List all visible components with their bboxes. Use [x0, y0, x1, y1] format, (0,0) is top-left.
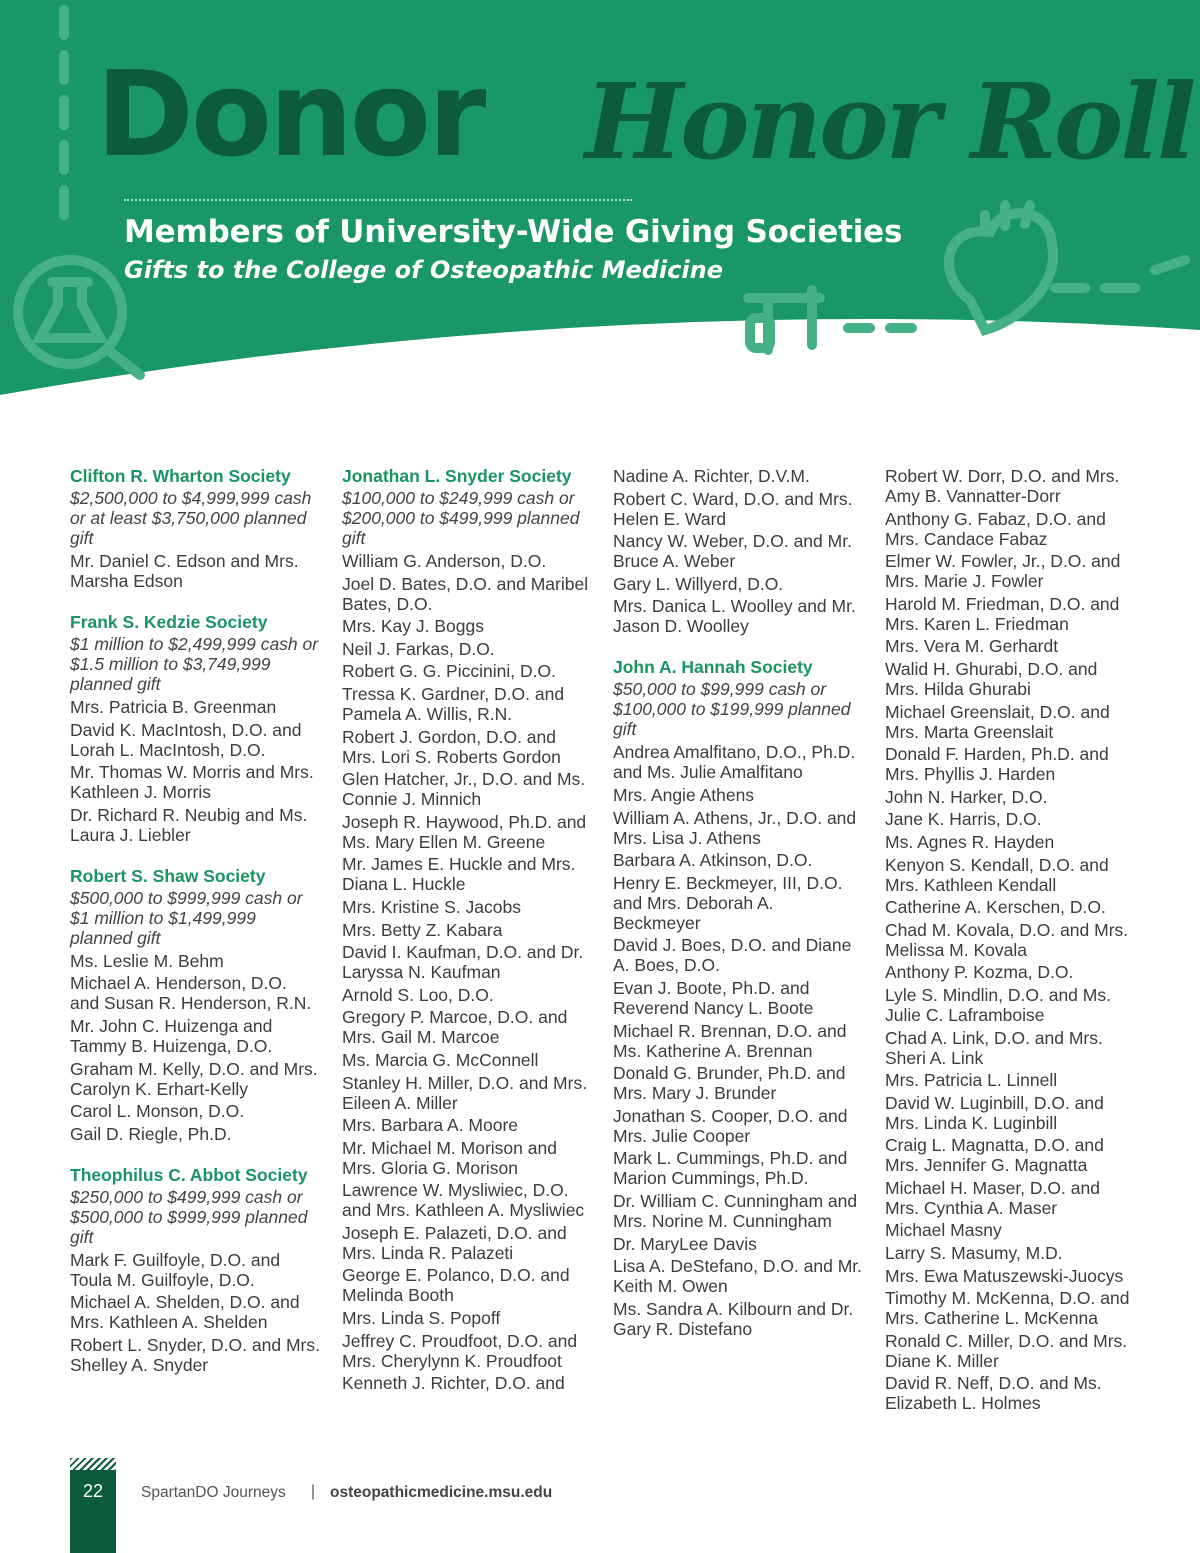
donor-name: David R. Neff, D.O. and Ms. Elizabeth L. Holmes	[885, 1373, 1102, 1414]
donor-name: Harold M. Friedman, D.O. and Mrs. Karen L. Friedman	[885, 593, 1120, 634]
donor-name: Mrs. Kay J. Boggs	[342, 616, 484, 637]
donor-name: Lyle S. Mindlin, D.O. and Ms. Julie C. Laframboise	[885, 984, 1111, 1025]
header-banner	[0, 0, 1200, 440]
gift-range: $500,000 to $999,999 cash or $1 million to $1,499,999 planned gift	[70, 887, 303, 948]
society-heading: Robert S. Shaw Society	[70, 865, 266, 886]
donor-name: Nadine A. Richter, D.V.M.	[613, 466, 810, 486]
donor-name: Robert L. Snyder, D.O. and Mrs. Shelley A. Snyder	[70, 1334, 320, 1375]
donor-name: Gail D. Riegle, Ph.D.	[70, 1123, 232, 1144]
donor-name: Kenneth J. Richter, D.O. and	[342, 1373, 565, 1394]
donor-name: Mrs. Vera M. Gerhardt	[885, 636, 1059, 657]
donor-name: Barbara A. Atkinson, D.O.	[613, 850, 813, 871]
donor-name: Arnold S. Loo, D.O.	[342, 984, 494, 1005]
donor-name: Anthony G. Fabaz, D.O. and Mrs. Candace Fabaz	[885, 508, 1106, 549]
society-heading: Clifton R. Wharton Society	[70, 466, 291, 486]
title-donor: Donor	[96, 45, 484, 183]
donor-name: Henry E. Beckmeyer, III, D.O. and Mrs. Deborah A. Beckmeyer	[613, 872, 843, 933]
column-4	[885, 466, 1135, 1434]
donor-name: Mrs. Linda S. Popoff	[342, 1308, 501, 1329]
donor-name: Carol L. Monson, D.O.	[70, 1101, 245, 1122]
society-heading: John A. Hannah Society	[613, 657, 813, 678]
donor-name: Timothy M. McKenna, D.O. and Mrs. Catherine L. McKenna	[885, 1288, 1130, 1329]
donor-name: Dr. William C. Cunningham and Mrs. Norine M. Cunningham	[613, 1190, 858, 1231]
society-group	[342, 466, 592, 1393]
donor-name: Jeffrey C. Proudfoot, D.O. and Mrs. Cherylynn K. Proudfoot	[342, 1330, 578, 1371]
donor-name: Walid H. Ghurabi, D.O. and Mrs. Hilda Ghurabi	[885, 658, 1098, 699]
donor-name: Gregory P. Marcoe, D.O. and Mrs. Gail M. Marcoe	[342, 1007, 568, 1048]
donor-name: Larry S. Masumy, M.D.	[885, 1243, 1063, 1264]
dotted-divider	[124, 199, 632, 201]
donor-name: Mrs. Patricia B. Greenman	[70, 697, 277, 717]
society-group	[70, 1165, 320, 1375]
donor-name: Chad M. Kovala, D.O. and Mrs. Melissa M. Kovala	[885, 919, 1129, 960]
donor-name: Michael A. Henderson, D.O. and Susan R. Henderson, R.N.	[70, 973, 312, 1014]
page-number: 22	[82, 1481, 104, 1501]
donor-name: William A. Athens, Jr., D.O. and Mrs. Lisa J. Athens	[613, 807, 857, 848]
donor-name: Ms. Agnes R. Hayden	[885, 831, 1055, 852]
donor-name: Michael R. Brennan, D.O. and Ms. Katherine A. Brennan	[613, 1020, 847, 1061]
donor-name: Joseph R. Haywood, Ph.D. and Ms. Mary Ellen M. Greene	[342, 811, 587, 852]
donor-name: Evan J. Boote, Ph.D. and Reverend Nancy L. Boote	[613, 977, 814, 1018]
donor-name: Andrea Amalfitano, D.O., Ph.D. and Ms. Julie Amalfitano	[613, 742, 856, 783]
donor-name: Tressa K. Gardner, D.O. and Pamela A. Willis, R.N.	[342, 683, 565, 724]
donor-name: David K. MacIntosh, D.O. and Lorah L. MacIntosh, D.O.	[70, 719, 302, 760]
donor-name: Michael Greenslait, D.O. and Mrs. Marta Greenslait	[885, 701, 1110, 742]
column-1	[70, 466, 320, 1396]
donor-name: Robert C. Ward, D.O. and Mrs. Helen E. Ward	[613, 488, 853, 529]
gift-range: $2,500,000 to $4,999,999 cash or at least $3,750,000 planned gift	[70, 488, 312, 548]
donor-name: Donald F. Harden, Ph.D. and Mrs. Phyllis J. Harden	[885, 744, 1109, 785]
donor-name: David I. Kaufman, D.O. and Dr. Laryssa N. Kaufman	[342, 942, 584, 983]
society-group	[70, 612, 320, 845]
lab-stand-icon	[748, 290, 820, 350]
donor-name: Graham M. Kelly, D.O. and Mrs. Carolyn K. Erhart-Kelly	[70, 1058, 318, 1099]
donor-name: Mrs. Ewa Matuszewski-Juocys	[885, 1265, 1124, 1286]
donor-name: Mrs. Kristine S. Jacobs	[342, 896, 521, 917]
society-heading: Theophilus C. Abbot Society	[70, 1164, 308, 1185]
donor-name: Ms. Sandra A. Kilbourn and Dr. Gary R. Distefano	[613, 1298, 854, 1339]
donor-name: Mrs. Betty Z. Kabara	[342, 919, 503, 940]
column-2	[342, 466, 592, 1414]
donor-name: Nancy W. Weber, D.O. and Mr. Bruce A. Weber	[613, 531, 852, 572]
donor-name: Mr. John C. Huizenga and Tammy B. Huizenga, D.O.	[70, 1015, 273, 1056]
donor-name: Craig L. Magnatta, D.O. and Mrs. Jennifer G. Magnatta	[885, 1135, 1104, 1176]
donor-name: Joseph E. Palazeti, D.O. and Mrs. Linda R. Palazeti	[342, 1222, 567, 1263]
donor-name: Elmer W. Fowler, Jr., D.O. and Mrs. Marie J. Fowler	[885, 551, 1121, 592]
donor-name: William G. Anderson, D.O.	[342, 551, 547, 571]
website-link[interactable]: osteopathicmedicine.msu.edu	[330, 1484, 553, 1501]
donor-name: Lawrence W. Mysliwiec, D.O. and Mrs. Kathleen A. Mysliwiec	[342, 1180, 585, 1221]
society-heading: Frank S. Kedzie Society	[70, 612, 268, 632]
donor-name: Kenyon S. Kendall, D.O. and Mrs. Kathleen Kendall	[885, 854, 1109, 895]
donor-name: Gary L. Willyerd, D.O.	[613, 573, 784, 594]
donor-name: Joel D. Bates, D.O. and Maribel Bates, D.O.	[342, 573, 589, 614]
donor-name: George E. Polanco, D.O. and Melinda Booth	[342, 1265, 570, 1306]
donor-name: Neil J. Farkas, D.O.	[342, 638, 495, 659]
society-group	[613, 466, 863, 636]
footer-hatch-decoration	[70, 1458, 116, 1470]
gift-range: $1 million to $2,499,999 cash or $1.5 million to $3,749,999 planned gift	[70, 634, 319, 694]
donor-name: Robert J. Gordon, D.O. and Mrs. Lori S. Roberts Gordon	[342, 726, 561, 767]
donor-name: Glen Hatcher, Jr., D.O. and Ms. Connie J. Minnich	[342, 769, 586, 810]
donor-name: Mrs. Patricia L. Linnell	[885, 1070, 1058, 1091]
donor-name: Mr. James E. Huckle and Mrs. Diana L. Huckle	[342, 854, 576, 895]
donor-name: Michael Masny	[885, 1220, 1002, 1241]
donor-name: Mark F. Guilfoyle, D.O. and Toula M. Guilfoyle, D.O.	[70, 1249, 281, 1290]
donor-name: Mrs. Danica L. Woolley and Mr. Jason D. Woolley	[613, 596, 856, 637]
donor-name: Ronald C. Miller, D.O. and Mrs. Diane K. Miller	[885, 1330, 1128, 1371]
society-group	[613, 657, 863, 1338]
donor-name: Catherine A. Kerschen, D.O.	[885, 897, 1106, 918]
donor-name: Dr. MaryLee Davis	[613, 1233, 757, 1254]
publication-name: SpartanDO Journeys	[141, 1484, 286, 1501]
donor-name: David J. Boes, D.O. and Diane A. Boes, D.O.	[613, 935, 852, 976]
gift-range: $100,000 to $249,999 cash or $200,000 to $499,999 planned gift	[342, 488, 580, 548]
donor-name: Mark L. Cummings, Ph.D. and Marion Cummings, Ph.D.	[613, 1148, 848, 1189]
donor-name: Stanley H. Miller, D.O. and Mrs. Eileen A. Miller	[342, 1072, 588, 1113]
subtitle: Members of University-Wide Giving Societies	[124, 214, 903, 250]
society-group	[70, 866, 320, 1144]
donor-name: Jane K. Harris, D.O.	[885, 809, 1042, 830]
society-group	[70, 466, 320, 591]
footer-separator: |	[311, 1483, 316, 1500]
donor-name: John N. Harker, D.O.	[885, 786, 1048, 807]
donor-name: Dr. Richard R. Neubig and Ms. Laura J. Liebler	[70, 804, 308, 845]
donor-name: Mrs. Angie Athens	[613, 784, 755, 805]
donor-name: Mr. Daniel C. Edson and Mrs. Marsha Edson	[70, 551, 299, 591]
donor-name: Michael H. Maser, D.O. and Mrs. Cynthia A. Maser	[885, 1177, 1100, 1218]
gift-range: $50,000 to $99,999 cash or $100,000 to $199,999 planned gift	[613, 679, 851, 740]
donor-name: Jonathan S. Cooper, D.O. and Mrs. Julie Cooper	[613, 1105, 848, 1146]
donor-name: Robert G. G. Piccinini, D.O.	[342, 661, 556, 682]
gift-range: $250,000 to $499,999 cash or $500,000 to $999,999 planned gift	[70, 1186, 308, 1247]
donor-name: Lisa A. DeStefano, D.O. and Mr. Keith M. Owen	[613, 1256, 863, 1297]
donor-name: Donald G. Brunder, Ph.D. and Mrs. Mary J. Brunder	[613, 1063, 846, 1104]
donor-name: Ms. Leslie M. Behm	[70, 950, 224, 971]
donor-name: Chad A. Link, D.O. and Mrs. Sheri A. Link	[885, 1027, 1103, 1068]
title-honor-roll: Honor Roll	[585, 60, 1194, 183]
donor-name: Michael A. Shelden, D.O. and Mrs. Kathleen A. Shelden	[70, 1292, 300, 1333]
donor-name: Mrs. Barbara A. Moore	[342, 1115, 519, 1136]
society-group	[885, 466, 1135, 1413]
donor-name: Ms. Marcia G. McConnell	[342, 1049, 539, 1070]
donor-name: Mr. Thomas W. Morris and Mrs. Kathleen J. Morris	[70, 762, 314, 803]
society-heading: Jonathan L. Snyder Society	[342, 466, 572, 486]
subtitle-italic: Gifts to the College of Osteopathic Medicine	[124, 256, 723, 284]
donor-name: David W. Luginbill, D.O. and Mrs. Linda K. Luginbill	[885, 1092, 1104, 1133]
column-3	[613, 466, 863, 1360]
donor-name: Robert W. Dorr, D.O. and Mrs. Amy B. Vannatter-Dorr	[885, 466, 1120, 506]
donor-name: Mr. Michael M. Morison and Mrs. Gloria G. Morison	[342, 1137, 557, 1178]
donor-name: Anthony P. Kozma, D.O.	[885, 962, 1074, 983]
